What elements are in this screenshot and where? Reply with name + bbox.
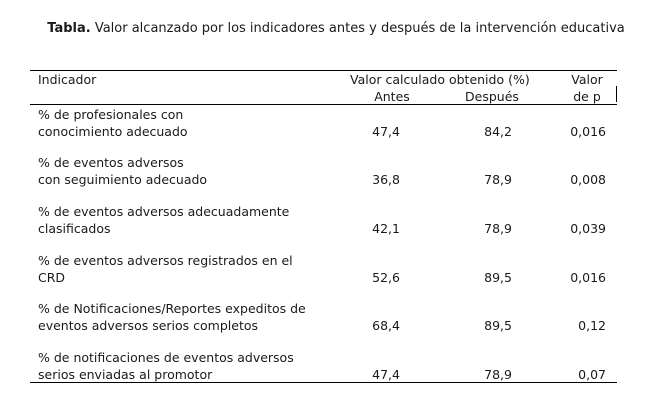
table-row [0,106,672,154]
row-label-line2: serios enviadas al promotor [38,367,213,382]
cell-antes: 47,4 [372,367,400,382]
cell-valor-p: 0,039 [570,221,606,236]
cell-despues: 89,5 [484,318,512,333]
row-label [38,349,338,383]
header-divider [616,86,617,102]
table-row [0,252,672,300]
cell-despues: 78,9 [484,367,512,382]
cell-valor-p: 0,12 [578,318,606,333]
table-row [0,300,672,348]
table-caption [30,20,642,38]
header-valor-p-line2: de p [573,89,601,104]
cell-antes: 42,1 [372,221,400,236]
row-label [38,252,338,286]
row-label-line1: % de profesionales con [38,107,184,122]
table-bottom-rule [30,382,617,383]
caption-text: Valor alcanzado por los indicadores antes y después de la intervención educativa [94,21,625,36]
cell-antes: 68,4 [372,318,400,333]
header-antes: Antes [374,89,410,104]
row-label [38,203,338,237]
table-row [0,203,672,251]
cell-despues: 84,2 [484,124,512,139]
cell-valor-p: 0,07 [578,367,606,382]
table-row [0,349,672,397]
row-label-line2: CRD [38,270,66,285]
row-label-line1: % de notificaciones de eventos adversos [38,350,294,365]
row-label-line1: % de eventos adversos registrados en el [38,253,293,268]
table-row [0,154,672,202]
row-label-line2: con seguimiento adecuado [38,172,208,187]
row-label-line2: conocimiento adecuado [38,124,188,139]
header-valor-p-line1: Valor [571,72,603,87]
cell-despues: 78,9 [484,221,512,236]
cell-despues: 89,5 [484,270,512,285]
row-label-line2: clasificados [38,221,111,236]
header-despues: Después [465,89,519,104]
cell-valor-p: 0,016 [570,270,606,285]
row-label-line1: % de Notificaciones/Reportes expeditos de [38,301,306,316]
cell-antes: 47,4 [372,124,400,139]
cell-antes: 52,6 [372,270,400,285]
row-label [38,154,338,188]
cell-antes: 36,8 [372,172,400,187]
cell-valor-p: 0,016 [570,124,606,139]
header-valor-calculado: Valor calculado obtenido (%) [350,72,530,87]
row-label-line1: % de eventos adversos adecuadamente [38,204,290,219]
header-bottom-rule [30,104,617,105]
cell-valor-p: 0,008 [570,172,606,187]
cell-despues: 78,9 [484,172,512,187]
caption-label: Tabla. [47,21,91,36]
header-indicador: Indicador [38,72,97,87]
row-label-line2: eventos adversos serios completos [38,318,259,333]
row-label-line1: % de eventos adversos [38,155,184,170]
header-valor-p [560,71,614,105]
row-label [38,300,338,334]
row-label [38,106,338,140]
